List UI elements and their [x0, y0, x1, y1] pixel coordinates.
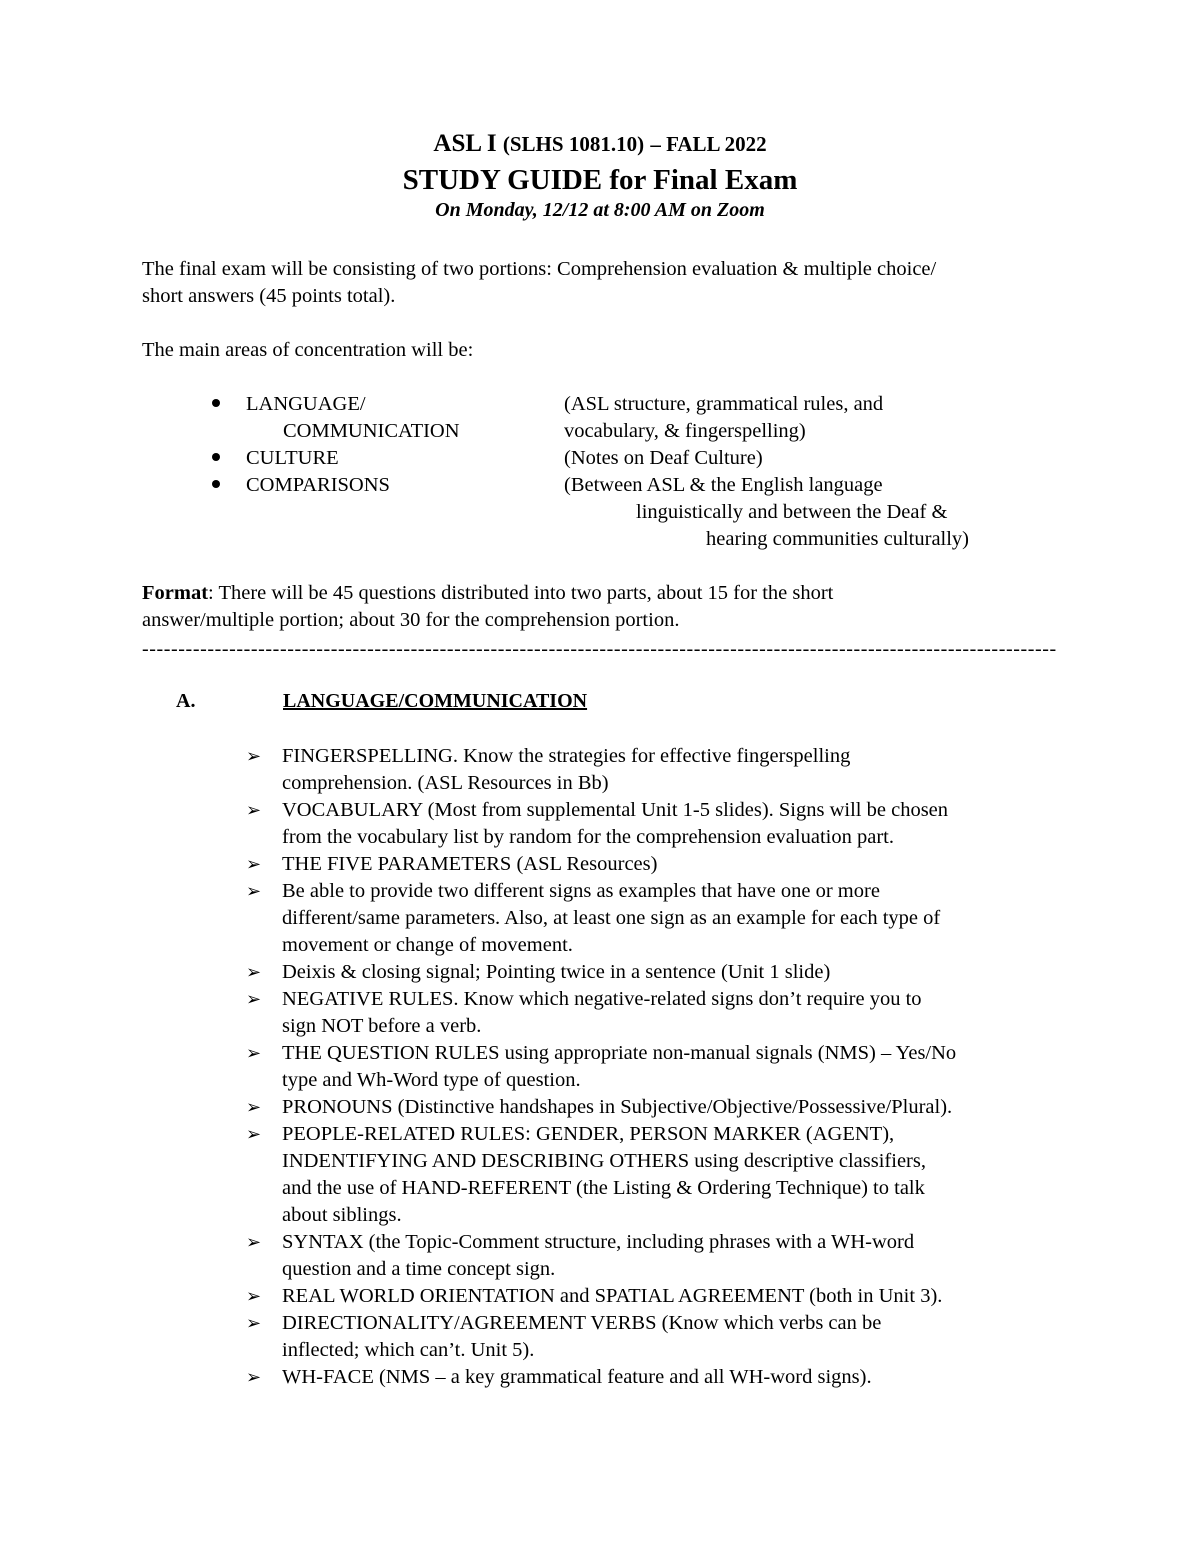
- arrow-bullet-icon: ➢: [246, 746, 262, 766]
- arrow-bullet-icon: ➢: [246, 1043, 262, 1063]
- list-item-text: from the vocabulary list by random for the comprehension evaluation part.: [282, 826, 894, 848]
- area-description: (Between ASL & the English language: [564, 474, 883, 496]
- arrow-bullet-icon: ➢: [246, 1232, 262, 1252]
- arrow-bullet-icon: ➢: [246, 1124, 262, 1144]
- list-item-text: DIRECTIONALITY/AGREEMENT VERBS (Know which verbs can be: [282, 1312, 882, 1334]
- area-description: (ASL structure, grammatical rules, and: [564, 393, 884, 415]
- area-item: [0, 445, 1200, 472]
- list-item-text: WH-FACE (NMS – a key grammatical feature and all WH-word signs).: [282, 1366, 872, 1388]
- list-item-text: and the use of HAND-REFERENT (the Listing & Ordering Technique) to talk: [282, 1177, 925, 1199]
- intro-line-1: The final exam will be consisting of two portions: Comprehension evaluation & multiple choice/: [142, 258, 937, 280]
- list-item-text: type and Wh-Word type of question.: [282, 1069, 581, 1091]
- list-item-text: different/same parameters. Also, at least one sign as an example for each type of: [282, 907, 941, 929]
- list-item-text: Be able to provide two different signs as examples that have one or more: [282, 880, 880, 902]
- arrow-bullet-icon: ➢: [246, 962, 262, 982]
- area-description: vocabulary, & fingerspelling): [564, 420, 806, 442]
- areas-intro: The main areas of concentration will be:: [142, 339, 474, 361]
- list-item-text: SYNTAX (the Topic-Comment structure, including phrases with a WH-word: [282, 1231, 915, 1253]
- list-item-text: inflected; which can’t. Unit 5).: [282, 1339, 535, 1361]
- arrow-bullet-icon: ➢: [246, 854, 262, 874]
- list-item-text: NEGATIVE RULES. Know which negative-related signs don’t require you to: [282, 988, 922, 1010]
- area-description: (Notes on Deaf Culture): [564, 447, 763, 469]
- list-item-text: comprehension. (ASL Resources in Bb): [282, 772, 609, 794]
- section-letter: A.: [176, 690, 196, 712]
- area-name: COMMUNICATION: [283, 420, 460, 442]
- area-item-continued: [0, 418, 1200, 445]
- list-item-text: about siblings.: [282, 1204, 402, 1226]
- format-line-1: [142, 580, 1072, 607]
- list-item-text: PEOPLE-RELATED RULES: GENDER, PERSON MARKER (AGENT),: [282, 1123, 895, 1145]
- arrow-bullet-icon: ➢: [246, 800, 262, 820]
- list-item-text: VOCABULARY (Most from supplemental Unit 1-5 slides). Signs will be chosen: [282, 799, 949, 821]
- intro-line-2: short answers (45 points total).: [142, 285, 396, 307]
- list-item-text: INDENTIFYING AND DESCRIBING OTHERS using descriptive classifiers,: [282, 1150, 926, 1172]
- format-text: : There will be 45 questions distributed into two parts, about 15 for the short: [208, 582, 834, 604]
- area-item-continued: [0, 499, 1200, 526]
- list-item-text: sign NOT before a verb.: [282, 1015, 482, 1037]
- area-description: hearing communities culturally): [706, 528, 970, 550]
- arrow-bullet-icon: ➢: [246, 881, 262, 901]
- course-term: – FALL 2022: [650, 132, 767, 156]
- area-description: linguistically and between the Deaf &: [636, 501, 948, 523]
- arrow-bullet-icon: ➢: [246, 989, 262, 1009]
- dashed-divider: ------------------------------------------------------------------------------------------------------------------------------: [142, 638, 1057, 660]
- arrow-bullet-icon: ➢: [246, 1097, 262, 1117]
- list-item-text: THE QUESTION RULES using appropriate non-manual signals (NMS) – Yes/No: [282, 1042, 957, 1064]
- area-item: [0, 472, 1200, 499]
- arrow-bullet-icon: ➢: [246, 1286, 262, 1306]
- list-item-text: THE FIVE PARAMETERS (ASL Resources): [282, 853, 658, 875]
- list-item-text: PRONOUNS (Distinctive handshapes in Subjective/Objective/Possessive/Plural).: [282, 1096, 953, 1118]
- course-code: (SLHS 1081.10): [502, 132, 645, 156]
- list-item-text: movement or change of movement.: [282, 934, 573, 956]
- list-item-text: Deixis & closing signal; Pointing twice in a sentence (Unit 1 slide): [282, 961, 831, 983]
- exam-date: On Monday, 12/12 at 8:00 AM on Zoom: [435, 199, 765, 221]
- bullet-icon: [212, 472, 224, 484]
- bullet-icon: [212, 391, 224, 403]
- page-title: STUDY GUIDE for Final Exam: [402, 164, 798, 196]
- list-item-text: FINGERSPELLING. Know the strategies for effective fingerspelling: [282, 745, 851, 767]
- course-name: ASL I: [433, 130, 497, 157]
- bullet-icon: [212, 445, 224, 457]
- course-heading: [0, 128, 1200, 160]
- list-item-text: REAL WORLD ORIENTATION and SPATIAL AGREEMENT (both in Unit 3).: [282, 1285, 943, 1307]
- area-name: LANGUAGE/: [246, 393, 366, 415]
- area-name: CULTURE: [246, 447, 339, 469]
- area-item: [0, 391, 1200, 418]
- arrow-bullet-icon: ➢: [246, 1367, 262, 1387]
- format-line-2: answer/multiple portion; about 30 for the comprehension portion.: [142, 609, 680, 631]
- areas-list: [0, 391, 1200, 561]
- section-title: LANGUAGE/COMMUNICATION: [283, 690, 588, 712]
- format-label: Format: [142, 582, 209, 604]
- area-name: COMPARISONS: [246, 474, 390, 496]
- arrow-bullet-icon: ➢: [246, 1313, 262, 1333]
- list-item-text: question and a time concept sign.: [282, 1258, 556, 1280]
- area-item-continued: [0, 526, 1200, 553]
